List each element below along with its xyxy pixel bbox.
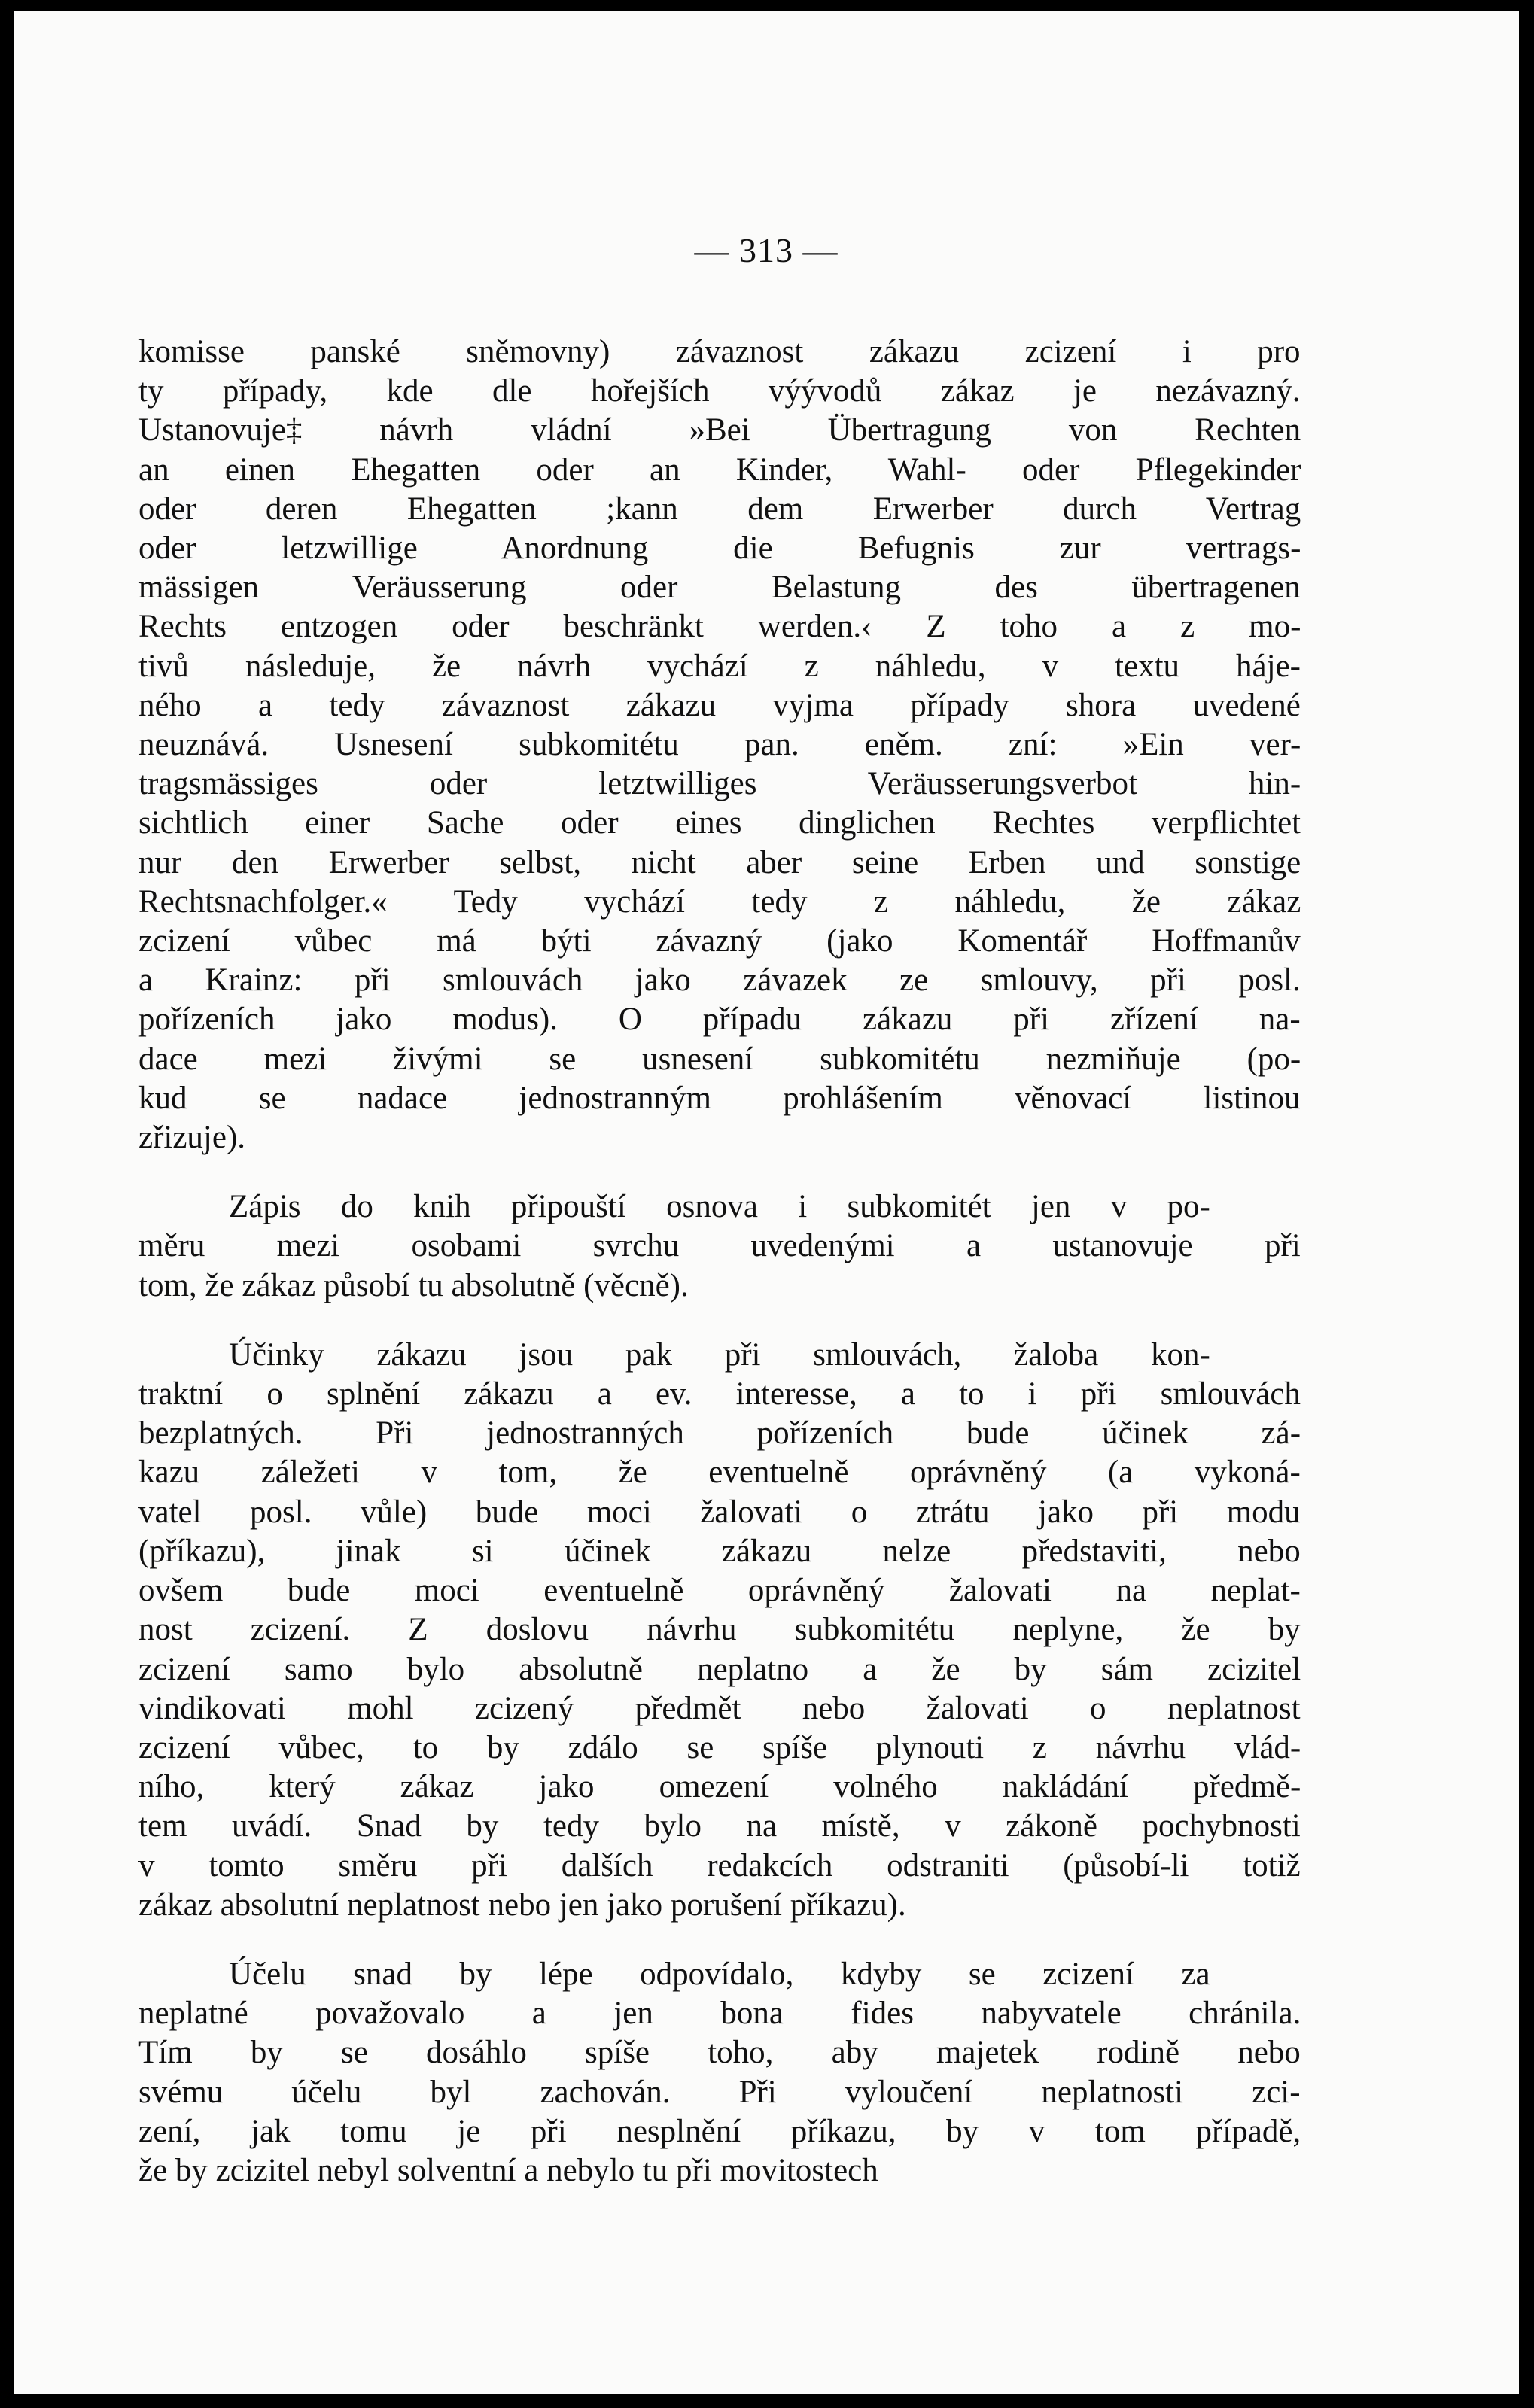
text-line: neuznává. Usnesení subkomitétu pan. eněm. zní: »Ein ver- [138, 727, 1301, 763]
text-line: že by zcizitel nebyl solventní a nebylo tu při movitostech [138, 2152, 878, 2188]
text-line: tivů následuje, že návrh vychází z náhledu, v textu háje- [138, 648, 1301, 684]
paragraph-3 [138, 1336, 1301, 1925]
text-line: mässigen Veräusserung oder Belastung des übertragenen [138, 570, 1301, 606]
paragraph-2 [138, 1187, 1301, 1306]
text-line: Rechts entzogen oder beschränkt werden.‹ Z toho a z mo- [138, 609, 1301, 645]
book-page [14, 11, 1519, 2394]
page-number: — 313 — [694, 231, 839, 269]
text-line: vindikovati mohl zcizený předmět nebo žalovati o neplatnost [138, 1690, 1301, 1726]
text-line: Tím by se dosáhlo spíše toho, aby majetek rodině nebo [138, 2035, 1301, 2071]
text-line: dace mezi živými se usnesení subkomitétu nezmiňuje (po- [138, 1041, 1301, 1077]
text-line: zřizuje). [138, 1120, 246, 1156]
paragraph-4 [138, 1955, 1301, 2191]
text-line: tom, že zákaz působí tu absolutně (věcně). [138, 1267, 689, 1303]
text-line: sichtlich einer Sache oder eines dinglichen Rechtes verpflichtet [138, 805, 1301, 841]
text-line: tragsmässiges oder letztwilliges Veräusserungsverbot hin- [138, 766, 1301, 802]
text-line: oder letzwillige Anordnung die Befugnis zur vertrags- [138, 531, 1301, 567]
paragraph-1 [138, 333, 1301, 1157]
text-line: an einen Ehegatten oder an Kinder, Wahl- oder Pflegekinder [138, 451, 1301, 488]
text-line: traktní o splnění zákazu a ev. interesse, a to i při smlouvách [138, 1376, 1301, 1412]
text-line: ovšem bude moci eventuelně oprávněný žalovati na neplat- [138, 1573, 1301, 1609]
text-line: zcizení vůbec, to by zdálo se spíše plynouti z návrhu vlád- [138, 1729, 1301, 1765]
text-line: zákaz absolutní neplatnost nebo jen jako porušení příkazu). [138, 1887, 906, 1923]
text-line: bezplatných. Při jednostranných pořízeních bude účinek zá- [138, 1415, 1301, 1452]
text-line: Rechtsnachfolger.« Tedy vychází tedy z náhledu, že zákaz [138, 883, 1301, 920]
text-line: neplatné považovalo a jen bona fides nabyvatele chránila. [138, 1996, 1301, 2032]
text-line: ního, který zákaz jako omezení volného nakládání předmě- [138, 1769, 1301, 1805]
text-line: kud se nadace jednostranným prohlášením věnovací listinou [138, 1080, 1301, 1116]
text-line: Zápis do knih připouští osnova i subkomitét jen v po- [229, 1189, 1210, 1225]
text-line: Účinky zákazu jsou pak při smlouvách, žaloba kon- [229, 1336, 1210, 1373]
text-line: tem uvádí. Snad by tedy bylo na místě, v zákoně pochybnosti [138, 1808, 1301, 1844]
text-line: vatel posl. vůle) bude moci žalovati o ztrátu jako při modu [138, 1494, 1301, 1530]
text-line: zcizení vůbec má býti závazný (jako Komentář Hoffmanův [138, 923, 1301, 959]
text-line: zcizení samo bylo absolutně neplatno a že by sám zcizitel [138, 1651, 1301, 1687]
text-line: ného a tedy závaznost zákazu vyjma případy shora uvedené [138, 687, 1301, 723]
text-line: Ustanovuje‡ návrh vládní »Bei Übertragung von Rechten [138, 412, 1301, 448]
text-line: měru mezi osobami svrchu uvedenými a ustanovuje při [138, 1228, 1301, 1264]
text-line: v tomto směru při dalších redakcích odstraniti (působí-li totiž [138, 1847, 1301, 1884]
page-body [138, 333, 1301, 2191]
text-line: Účelu snad by lépe odpovídalo, kdyby se zcizení za [229, 1956, 1210, 1992]
text-line: (příkazu), jinak si účinek zákazu nelze představiti, nebo [138, 1533, 1301, 1569]
text-line: zení, jak tomu je při nesplnění příkazu, by v tom případě, [138, 2113, 1301, 2149]
text-line: nur den Erwerber selbst, nicht aber seine Erben und sonstige [138, 844, 1301, 880]
text-line: svému účelu byl zachován. Při vyloučení neplatnosti zci- [138, 2074, 1301, 2110]
text-line: kazu záležeti v tom, že eventuelně oprávněný (a vykoná- [138, 1455, 1301, 1491]
text-line: ty případy, kde dle hořejších výývodů zákaz je nezávazný. [138, 373, 1301, 409]
text-line: oder deren Ehegatten ;kann dem Erwerber durch Vertrag [138, 491, 1301, 527]
text-line: pořízeních jako modus). O případu zákazu při zřízení na- [138, 1002, 1301, 1038]
text-line: a Krainz: při smlouvách jako závazek ze smlouvy, při posl. [138, 962, 1301, 999]
text-line: komisse panské sněmovny) závaznost zákazu zcizení i pro [138, 334, 1301, 369]
text-line: nost zcizení. Z doslovu návrhu subkomitétu neplyne, že by [138, 1612, 1301, 1648]
